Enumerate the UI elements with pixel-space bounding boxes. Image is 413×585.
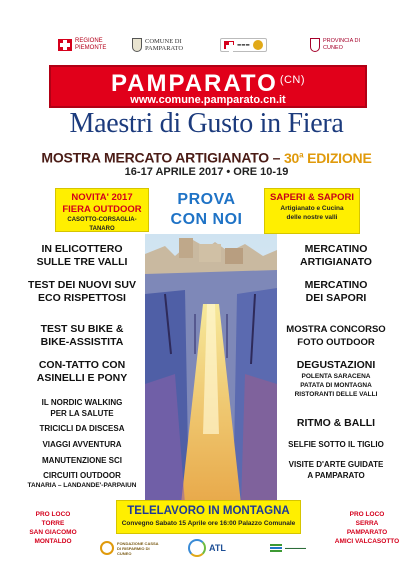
telelavoro-subtitle: Convegno Sabato 15 Aprile ore 16:00 Palazzo Comunale xyxy=(121,520,296,527)
atl-ring-icon xyxy=(188,539,206,557)
list-item xyxy=(20,279,144,305)
regione-piemonte-logo xyxy=(58,34,109,56)
comune-label: COMUNE DI PAMPARATO xyxy=(145,38,184,52)
item-title: SELFIE SOTTO IL TIGLIO xyxy=(288,440,384,449)
comune-crest-icon xyxy=(132,38,142,52)
list-item xyxy=(20,470,144,490)
list-item xyxy=(272,417,400,430)
saperi-sub2: delle nostre valli xyxy=(286,214,338,221)
edition-number: 30 xyxy=(283,149,300,166)
novita-box xyxy=(55,188,149,232)
item-subtitle: POLENTA SARACENA PATATA DI MONTAGNA RISTORANTI DELLE VALLI xyxy=(294,373,378,398)
valleys-label: CASOTTO-CORSAGLIA-TANARO xyxy=(67,217,137,232)
gold-emblem-icon xyxy=(253,40,263,50)
item-title: TEST DEI NUOVI SUV ECO RISPETTOSI xyxy=(28,279,136,304)
fondazione-crc-logo xyxy=(100,538,161,558)
list-item xyxy=(20,243,144,269)
province-code: (CN) xyxy=(279,74,306,86)
item-title: DEGUSTAZIONI xyxy=(296,359,376,371)
event-dates: 16-17 APRILE 2017 • ORE 10-19 xyxy=(124,166,289,178)
website-link[interactable]: www.comune.pamparato.cn.it xyxy=(130,94,286,106)
regione-label: REGIONE PIEMONTE xyxy=(75,38,107,51)
list-item xyxy=(20,423,144,434)
provincia-label: PROVINCIA DI CUNEO xyxy=(323,38,360,51)
saperi-title: SAPERI & SAPORI xyxy=(270,192,354,203)
banner-title xyxy=(51,67,365,97)
atl-label: ATL xyxy=(209,543,226,553)
prova-line1: PROVA xyxy=(177,191,236,208)
item-title: CIRCUITI OUTDOOR xyxy=(43,471,121,480)
item-subtitle: TANARIA – LANDANDE'-PARPAIUN xyxy=(27,482,137,489)
telelavoro-box xyxy=(116,500,301,534)
fiera-outdoor-label: FIERA OUTDOOR xyxy=(62,204,142,215)
telelavoro-title: TELELAVORO IN MONTAGNA xyxy=(127,505,290,517)
piemonte-region-badge xyxy=(220,38,267,52)
item-title: MERCATINO ARTIGIANATO xyxy=(300,243,372,268)
item-title: MANUTENZIONE SCI xyxy=(42,456,122,465)
item-title: IN ELICOTTERO SULLE TRE VALLI xyxy=(36,243,128,268)
item-title: RITMO & BALLI xyxy=(296,417,376,429)
header-banner xyxy=(49,65,367,108)
list-item xyxy=(20,359,144,385)
item-title: VISITE D'ARTE GUIDATE A PAMPARATO xyxy=(288,460,384,480)
mostra-text: MOSTRA MERCATO ARTIGIANATO – xyxy=(41,149,284,166)
edition-word: EDIZIONE xyxy=(303,149,372,166)
list-item xyxy=(20,455,144,466)
proloco-left: PRO LOCO TORRE SAN GIACOMO MONTALDO xyxy=(29,511,77,545)
piemonte-badge-text: ▬▬▬ xyxy=(237,42,250,48)
page-title: Maestri di Gusto in Fiera xyxy=(69,108,344,139)
eu-stripes-icon xyxy=(270,544,282,552)
list-item xyxy=(272,243,400,269)
item-title: IL NORDIC WALKING PER LA SALUTE xyxy=(41,398,123,418)
item-title: CON-TATTO CON ASINELLI E PONY xyxy=(36,359,128,384)
item-title: TRICICLI DA DISCESA xyxy=(39,424,125,433)
town-name: PAMPARATO xyxy=(110,70,278,97)
fondazione-label: FONDAZIONE CASSA DI RISPARMIO DI CUNEO xyxy=(117,540,159,556)
item-title: VIAGGI AVVENTURA xyxy=(42,440,122,449)
prova-line2: CON NOI xyxy=(170,211,243,228)
saperi-sapori-box xyxy=(264,188,360,234)
edition-label xyxy=(284,150,372,166)
piemonte-flag-icon xyxy=(224,41,234,49)
comune-pamparato-logo xyxy=(132,34,191,56)
saperi-sub1: Artigianato e Cucina xyxy=(280,205,344,212)
item-title: TEST SU BIKE & BIKE-ASSISTITA xyxy=(40,323,124,348)
provincia-cuneo-logo xyxy=(310,34,367,56)
fondazione-emblem-icon xyxy=(100,541,114,555)
list-item xyxy=(272,323,400,349)
regione-flag-icon xyxy=(58,39,72,51)
list-item xyxy=(20,397,144,419)
sponsor-logos xyxy=(48,34,388,56)
atl-logo xyxy=(188,538,226,558)
novita-title: NOVITA' 2017 xyxy=(71,192,133,203)
list-item xyxy=(20,323,144,349)
list-item xyxy=(272,439,400,450)
footer-logos xyxy=(100,538,330,558)
village-painting xyxy=(145,234,277,504)
edition-superscript: a xyxy=(299,150,304,159)
eu-fund-label: ▬▬▬▬▬▬ xyxy=(285,545,306,550)
list-item xyxy=(272,279,400,305)
list-item xyxy=(272,359,400,399)
provincia-crest-icon xyxy=(310,38,320,52)
proloco-right: PRO LOCO SERRA PAMPARATO AMICI VALCASOTTO xyxy=(334,511,400,545)
list-item xyxy=(272,459,400,481)
prova-con-noi xyxy=(150,190,263,230)
event-subtitle xyxy=(0,146,413,167)
item-title: MERCATINO DEI SAPORI xyxy=(304,279,368,304)
item-title: MOSTRA CONCORSO FOTO OUTDOOR xyxy=(286,324,386,348)
list-item xyxy=(20,439,144,450)
eu-fund-logo xyxy=(270,538,329,558)
